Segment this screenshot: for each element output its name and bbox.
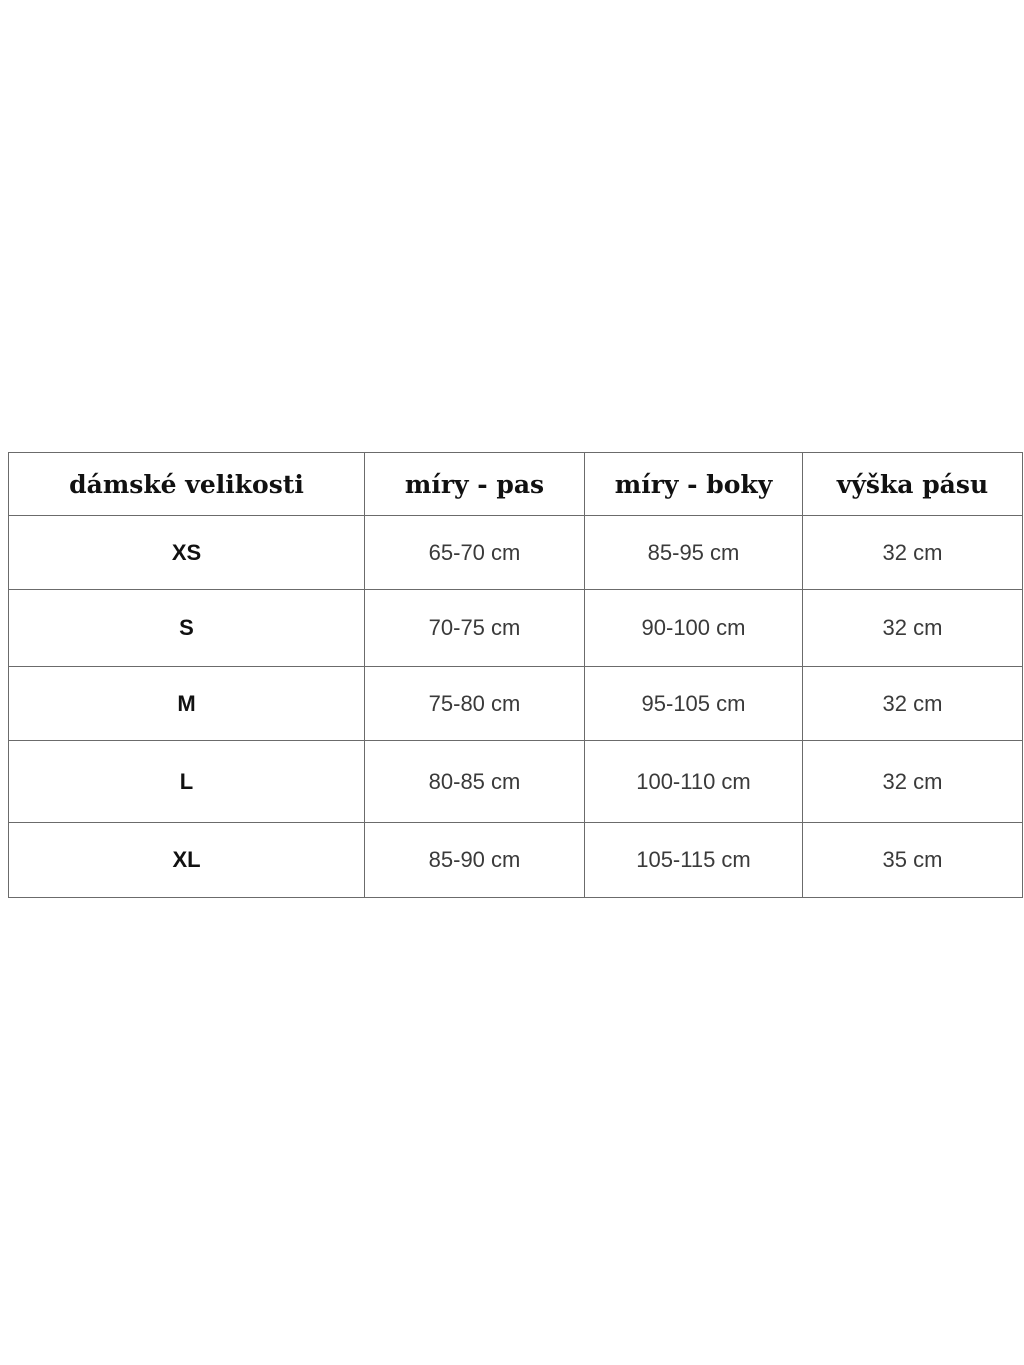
hips-value: 90-100 cm <box>585 590 803 667</box>
header-sizes: dámské velikosti <box>9 453 365 516</box>
size-label: M <box>9 667 365 741</box>
waistband-height-value: 32 cm <box>803 516 1023 590</box>
table-row <box>9 667 1023 741</box>
waistband-height-value: 32 cm <box>803 590 1023 667</box>
waist-value: 75-80 cm <box>365 667 585 741</box>
waist-value: 70-75 cm <box>365 590 585 667</box>
hips-value: 95-105 cm <box>585 667 803 741</box>
header-hips: míry - boky <box>585 453 803 516</box>
size-label: XL <box>9 823 365 898</box>
hips-value: 100-110 cm <box>585 741 803 823</box>
waist-value: 65-70 cm <box>365 516 585 590</box>
waistband-height-value: 32 cm <box>803 741 1023 823</box>
size-label: XS <box>9 516 365 590</box>
size-label: L <box>9 741 365 823</box>
table-row <box>9 516 1023 590</box>
hips-value: 105-115 cm <box>585 823 803 898</box>
table-row <box>9 590 1023 667</box>
waistband-height-value: 32 cm <box>803 667 1023 741</box>
waistband-height-value: 35 cm <box>803 823 1023 898</box>
hips-value: 85-95 cm <box>585 516 803 590</box>
table-row <box>9 741 1023 823</box>
waist-value: 80-85 cm <box>365 741 585 823</box>
waist-value: 85-90 cm <box>365 823 585 898</box>
header-waist: míry - pas <box>365 453 585 516</box>
header-waistband-height: výška pásu <box>803 453 1023 516</box>
size-chart-table <box>8 452 1023 898</box>
table-header-row <box>9 453 1023 516</box>
size-label: S <box>9 590 365 667</box>
table-row <box>9 823 1023 898</box>
